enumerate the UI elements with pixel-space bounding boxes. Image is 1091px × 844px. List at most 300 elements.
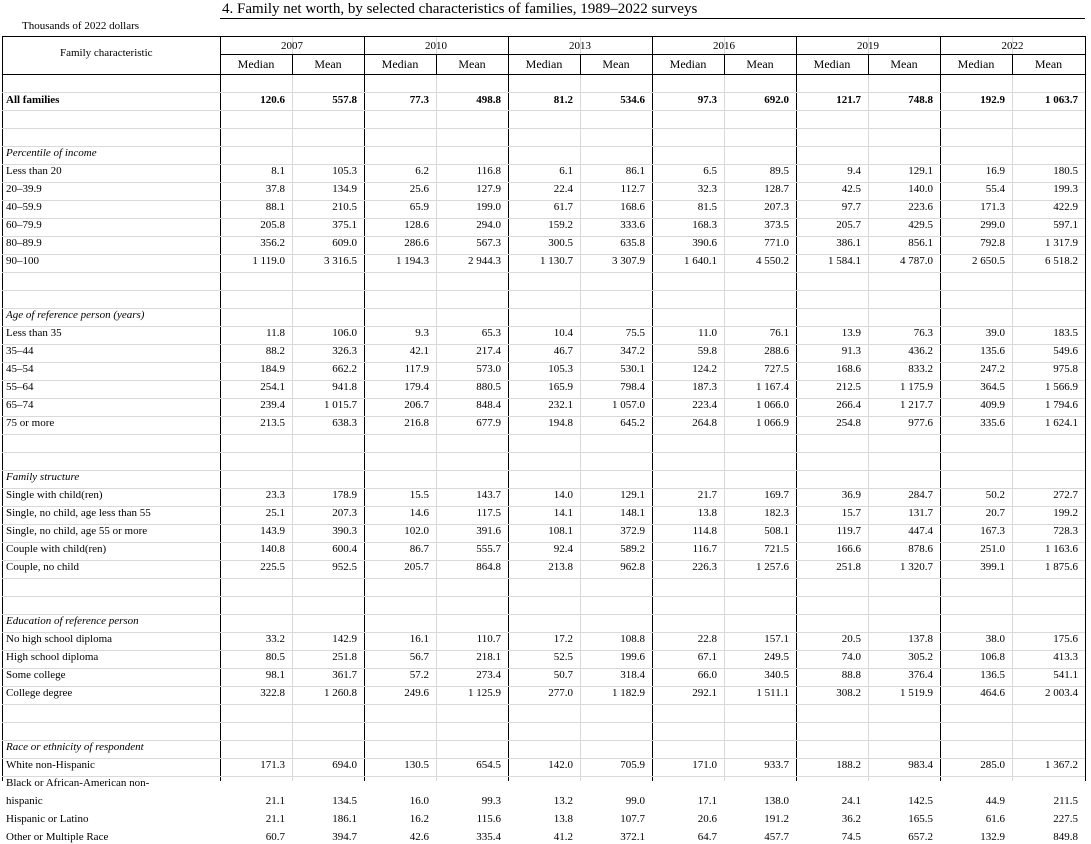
table-cell: 112.7 (620, 183, 645, 195)
table-cell: 199.2 (1053, 507, 1078, 519)
table-cell: 457.7 (764, 831, 789, 843)
row-label: 80–89.9 (6, 237, 42, 249)
table-cell: 205.7 (404, 561, 429, 573)
table-cell: 179.4 (404, 381, 429, 393)
table-cell: 59.8 (697, 345, 717, 357)
table-cell: 1 260.8 (324, 687, 357, 699)
table-cell: 50.2 (985, 489, 1005, 501)
grid-hline (2, 704, 1085, 705)
table-cell: 1 194.3 (396, 255, 429, 267)
table-cell: 372.1 (620, 831, 645, 843)
grid-hline (2, 722, 1085, 723)
median-header: Median (957, 57, 995, 71)
table-cell: 21.1 (265, 795, 285, 807)
table-cell: 168.3 (692, 219, 717, 231)
row-label: 20–39.9 (6, 183, 42, 195)
table-cell: 16.9 (985, 165, 1005, 177)
table-cell: 36.9 (841, 489, 861, 501)
table-cell: 277.0 (548, 687, 573, 699)
mean-header: Mean (458, 57, 486, 71)
table-cell: 106.0 (332, 327, 357, 339)
row-label: 90–100 (6, 255, 39, 267)
table-cell: 692.0 (764, 94, 789, 106)
mean-header: Mean (314, 57, 342, 71)
row-label: College degree (6, 687, 73, 699)
table-cell: 6.2 (415, 165, 429, 177)
median-header: Median (813, 57, 851, 71)
table-cell: 168.6 (836, 363, 861, 375)
left-border (2, 36, 3, 781)
table-cell: 74.0 (841, 651, 861, 663)
table-cell: 654.5 (476, 759, 501, 771)
table-cell: 864.8 (476, 561, 501, 573)
table-cell: 10.4 (553, 327, 573, 339)
table-cell: 856.1 (908, 237, 933, 249)
year-header-2007: 2007 (281, 40, 303, 52)
table-cell: 76.3 (913, 327, 933, 339)
table-cell: 498.8 (476, 94, 501, 106)
table-cell: 941.8 (332, 381, 357, 393)
table-cell: 89.5 (769, 165, 789, 177)
table-cell: 148.1 (620, 507, 645, 519)
table-cell: 76.1 (769, 327, 789, 339)
table-cell: 108.8 (620, 633, 645, 645)
table-cell: 1 130.7 (540, 255, 573, 267)
grid-hline (2, 146, 1085, 147)
table-cell: 251.0 (980, 543, 1005, 555)
grid-hline (2, 470, 1085, 471)
table-cell: 81.2 (553, 94, 573, 106)
table-cell: 218.1 (476, 651, 501, 663)
year-header-2016: 2016 (713, 40, 735, 52)
table-cell: 600.4 (332, 543, 357, 555)
table-cell: 119.7 (836, 525, 861, 537)
table-cell: 13.8 (553, 813, 573, 825)
table-cell: 44.9 (985, 795, 1005, 807)
table-cell: 64.7 (697, 831, 717, 843)
table-cell: 977.6 (908, 417, 933, 429)
table-cell: 33.2 (265, 633, 285, 645)
table-cell: 1 875.6 (1045, 561, 1078, 573)
table-cell: 541.1 (1053, 669, 1078, 681)
table-cell: 180.5 (1053, 165, 1078, 177)
section-title: Family structure (6, 471, 80, 483)
table-cell: 1 015.7 (324, 399, 357, 411)
table-cell: 4 550.2 (756, 255, 789, 267)
table-cell: 694.0 (332, 759, 357, 771)
row-label: Hispanic or Latino (6, 813, 89, 825)
section-title: Race or ethnicity of respondent (6, 741, 144, 753)
grid-vline (1012, 36, 1013, 781)
table-cell: 6.5 (703, 165, 717, 177)
table-cell: 140.8 (260, 543, 285, 555)
table-cell: 11.0 (698, 327, 717, 339)
table-cell: 212.5 (836, 381, 861, 393)
grid-hline (2, 596, 1085, 597)
table-cell: 1 057.0 (612, 399, 645, 411)
year-separator (220, 36, 221, 781)
table-cell: 167.3 (980, 525, 1005, 537)
table-cell: 305.2 (908, 651, 933, 663)
header-bottom (2, 74, 1085, 75)
table-cell: 25.6 (409, 183, 429, 195)
table-cell: 609.0 (332, 237, 357, 249)
table-cell: 102.0 (404, 525, 429, 537)
table-cell: 66.0 (697, 669, 717, 681)
table-cell: 128.7 (764, 183, 789, 195)
table-cell: 657.2 (908, 831, 933, 843)
table-cell: 3 307.9 (612, 255, 645, 267)
table-cell: 107.7 (620, 813, 645, 825)
table-cell: 117.5 (476, 507, 501, 519)
table-cell: 8.1 (271, 165, 285, 177)
table-cell: 142.9 (332, 633, 357, 645)
table-cell: 60.7 (265, 831, 285, 843)
table-cell: 32.3 (697, 183, 717, 195)
table-cell: 391.6 (476, 525, 501, 537)
table-cell: 292.1 (692, 687, 717, 699)
table-cell: 1 163.6 (1045, 543, 1078, 555)
table-cell: 16.2 (409, 813, 429, 825)
table-cell: 589.2 (620, 543, 645, 555)
table-cell: 1 182.9 (612, 687, 645, 699)
table-title: 4. Family net worth, by selected characteristics of families, 1989–2022 surveys (222, 1, 698, 17)
row-label: hispanic (6, 795, 43, 807)
table-cell: 6.1 (559, 165, 573, 177)
table-cell: 952.5 (332, 561, 357, 573)
table-cell: 728.3 (1053, 525, 1078, 537)
row-label-all-families: All families (6, 94, 60, 106)
table-cell: 61.7 (553, 201, 573, 213)
grid-hline (2, 434, 1085, 435)
table-cell: 65.9 (409, 201, 429, 213)
mean-header: Mean (1034, 57, 1063, 71)
table-cell: 99.0 (625, 795, 645, 807)
table-cell: 130.5 (404, 759, 429, 771)
title-bottom (220, 18, 1085, 19)
row-label: Black or African-American non- (6, 777, 150, 789)
table-cell: 848.4 (476, 399, 501, 411)
table-cell: 20.7 (985, 507, 1005, 519)
row-label: 65–74 (6, 399, 34, 411)
row-label: 40–59.9 (6, 201, 42, 213)
table-cell: 175.6 (1053, 633, 1078, 645)
table-cell: 117.9 (404, 363, 429, 375)
table-cell: 137.8 (908, 633, 933, 645)
table-cell: 394.7 (332, 831, 357, 843)
table-cell: 55.4 (985, 183, 1005, 195)
table-cell: 207.3 (332, 507, 357, 519)
table-cell: 372.9 (620, 525, 645, 537)
year-separator (508, 36, 509, 781)
table-cell: 41.2 (553, 831, 573, 843)
table-cell: 42.1 (409, 345, 429, 357)
table-cell: 184.9 (260, 363, 285, 375)
table-cell: 983.4 (908, 759, 933, 771)
table-cell: 573.0 (476, 363, 501, 375)
table-cell: 143.9 (260, 525, 285, 537)
table-cell: 213.5 (260, 417, 285, 429)
table-cell: 166.6 (836, 543, 861, 555)
units-label: Thousands of 2022 dollars (22, 20, 140, 32)
table-cell: 131.7 (908, 507, 933, 519)
median-header: Median (525, 57, 563, 71)
table-cell: 1 217.7 (900, 399, 933, 411)
table-cell: 75.5 (625, 327, 645, 339)
table-cell: 134.5 (332, 795, 357, 807)
table-cell: 318.4 (620, 669, 645, 681)
table-cell: 557.8 (332, 94, 357, 106)
table-cell: 171.3 (980, 201, 1005, 213)
table-cell: 9.3 (415, 327, 429, 339)
table-cell: 251.8 (332, 651, 357, 663)
table-cell: 284.7 (908, 489, 933, 501)
row-label: Single, no child, age 55 or more (6, 525, 148, 537)
table-cell: 1 063.7 (1045, 94, 1078, 106)
table-cell: 120.6 (260, 94, 285, 106)
year-separator (652, 36, 653, 781)
table-cell: 165.9 (548, 381, 573, 393)
table-cell: 247.2 (980, 363, 1005, 375)
table-cell: 933.7 (764, 759, 789, 771)
table-cell: 1 175.9 (900, 381, 933, 393)
table-cell: 15.7 (841, 507, 861, 519)
table-cell: 199.6 (620, 651, 645, 663)
table-cell: 429.5 (908, 219, 933, 231)
table-cell: 192.9 (980, 94, 1005, 106)
table-cell: 226.3 (692, 561, 717, 573)
table-cell: 37.8 (265, 183, 285, 195)
table-cell: 597.1 (1053, 219, 1078, 231)
table-cell: 57.2 (409, 669, 429, 681)
table-cell: 1 125.9 (468, 687, 501, 699)
table-cell: 116.8 (476, 165, 501, 177)
table-cell: 186.1 (332, 813, 357, 825)
table-cell: 74.5 (841, 831, 861, 843)
table-cell: 1 511.1 (756, 687, 789, 699)
grid-hline (2, 128, 1085, 129)
row-label: 35–44 (6, 345, 34, 357)
table-cell: 20.5 (841, 633, 861, 645)
table-cell: 52.5 (553, 651, 573, 663)
table-cell: 880.5 (476, 381, 501, 393)
table-cell: 36.2 (841, 813, 861, 825)
table-cell: 56.7 (409, 651, 429, 663)
table-cell: 1 119.0 (252, 255, 285, 267)
table-cell: 662.2 (332, 363, 357, 375)
year-separator (796, 36, 797, 781)
grid-hline (2, 614, 1085, 615)
table-cell: 105.3 (332, 165, 357, 177)
mean-header: Mean (602, 57, 630, 71)
table-cell: 376.4 (908, 669, 933, 681)
table-cell: 308.2 (836, 687, 861, 699)
table-cell: 322.8 (260, 687, 285, 699)
table-cell: 335.4 (476, 831, 501, 843)
table-cell: 3 316.5 (324, 255, 357, 267)
table-cell: 1 794.6 (1045, 399, 1078, 411)
row-label: 75 or more (6, 417, 55, 429)
grid-hline (2, 290, 1085, 291)
table-cell: 635.8 (620, 237, 645, 249)
table-cell: 333.6 (620, 219, 645, 231)
table-cell: 157.1 (764, 633, 789, 645)
table-cell: 1 624.1 (1045, 417, 1078, 429)
table-cell: 135.6 (980, 345, 1005, 357)
table-cell: 17.2 (553, 633, 573, 645)
table-cell: 182.3 (764, 507, 789, 519)
table-cell: 1 584.1 (828, 255, 861, 267)
table-cell: 97.7 (841, 201, 861, 213)
median-header: Median (669, 57, 707, 71)
table-cell: 106.8 (980, 651, 1005, 663)
table-cell: 67.1 (697, 651, 717, 663)
table-cell: 124.2 (692, 363, 717, 375)
table-cell: 227.5 (1053, 813, 1078, 825)
section-title: Age of reference person (years) (6, 309, 145, 321)
row-label: White non-Hispanic (6, 759, 95, 771)
table-cell: 705.9 (620, 759, 645, 771)
table-cell: 88.2 (265, 345, 285, 357)
table-cell: 24.1 (841, 795, 861, 807)
year-header-2013: 2013 (569, 40, 591, 52)
table-cell: 136.5 (980, 669, 1005, 681)
table-cell: 390.3 (332, 525, 357, 537)
table-cell: 223.6 (908, 201, 933, 213)
table-cell: 771.0 (764, 237, 789, 249)
grid-hline (2, 740, 1085, 741)
year-separator (940, 36, 941, 781)
table-cell: 129.1 (908, 165, 933, 177)
table-cell: 98.1 (265, 669, 285, 681)
table-cell: 42.6 (409, 831, 429, 843)
grid-vline (580, 36, 581, 781)
table-cell: 115.6 (476, 813, 501, 825)
table-cell: 191.2 (764, 813, 789, 825)
table-cell: 833.2 (908, 363, 933, 375)
header-top (2, 36, 1085, 37)
grid-vline (292, 36, 293, 781)
table-cell: 266.4 (836, 399, 861, 411)
table-cell: 194.8 (548, 417, 573, 429)
grid-hline (2, 776, 1085, 777)
table-cell: 23.3 (265, 489, 285, 501)
table-cell: 14.6 (409, 507, 429, 519)
table-cell: 285.0 (980, 759, 1005, 771)
table-cell: 288.6 (764, 345, 789, 357)
table-cell: 77.3 (409, 94, 429, 106)
table-cell: 143.7 (476, 489, 501, 501)
table-cell: 16.0 (409, 795, 429, 807)
table-cell: 390.6 (692, 237, 717, 249)
row-label: Couple, no child (6, 561, 80, 573)
table-cell: 21.7 (697, 489, 717, 501)
table-cell: 299.0 (980, 219, 1005, 231)
table-cell: 213.8 (548, 561, 573, 573)
table-cell: 199.3 (1053, 183, 1078, 195)
row-label: Single with child(ren) (6, 489, 103, 501)
table-cell: 80.5 (265, 651, 285, 663)
table-cell: 249.5 (764, 651, 789, 663)
grid-hline (2, 578, 1085, 579)
grid-hline (2, 110, 1085, 111)
table-cell: 375.1 (332, 219, 357, 231)
table-cell: 22.4 (553, 183, 573, 195)
table-cell: 1 066.0 (756, 399, 789, 411)
table-cell: 409.9 (980, 399, 1005, 411)
row-label: 60–79.9 (6, 219, 42, 231)
table-cell: 1 320.7 (900, 561, 933, 573)
table-cell: 88.8 (841, 669, 861, 681)
table-cell: 251.8 (836, 561, 861, 573)
table-cell: 264.8 (692, 417, 717, 429)
row-label: Less than 35 (6, 327, 62, 339)
table-cell: 21.1 (265, 813, 285, 825)
table-cell: 878.6 (908, 543, 933, 555)
table-cell: 300.5 (548, 237, 573, 249)
table-cell: 199.0 (476, 201, 501, 213)
table-cell: 254.8 (836, 417, 861, 429)
table-cell: 792.8 (980, 237, 1005, 249)
table-cell: 127.9 (476, 183, 501, 195)
table-cell: 2 944.3 (468, 255, 501, 267)
table-cell: 975.8 (1053, 363, 1078, 375)
table-cell: 114.8 (692, 525, 717, 537)
table-cell: 205.8 (260, 219, 285, 231)
table-cell: 142.5 (908, 795, 933, 807)
table-cell: 534.6 (620, 94, 645, 106)
table-cell: 128.6 (404, 219, 429, 231)
table-cell: 1 257.6 (756, 561, 789, 573)
table-cell: 129.1 (620, 489, 645, 501)
table-cell: 1 317.9 (1045, 237, 1078, 249)
table-cell: 39.0 (985, 327, 1005, 339)
table-cell: 748.8 (908, 94, 933, 106)
table-cell: 1 066.9 (756, 417, 789, 429)
row-label: 55–64 (6, 381, 34, 393)
table-cell: 14.0 (553, 489, 573, 501)
row-label: Some college (6, 669, 66, 681)
table-cell: 364.5 (980, 381, 1005, 393)
table-cell: 721.5 (764, 543, 789, 555)
table-cell: 555.7 (476, 543, 501, 555)
year-header-2010: 2010 (425, 40, 447, 52)
table-cell: 206.7 (404, 399, 429, 411)
table-cell: 108.1 (548, 525, 573, 537)
table-cell: 4 787.0 (900, 255, 933, 267)
table-cell: 399.1 (980, 561, 1005, 573)
table-cell: 798.4 (620, 381, 645, 393)
table-cell: 361.7 (332, 669, 357, 681)
table-cell: 121.7 (836, 94, 861, 106)
table-cell: 207.3 (764, 201, 789, 213)
table-cell: 727.5 (764, 363, 789, 375)
table-cell: 188.2 (836, 759, 861, 771)
table-cell: 347.2 (620, 345, 645, 357)
row-label: Less than 20 (6, 165, 62, 177)
table-cell: 9.4 (847, 165, 861, 177)
table-cell: 326.3 (332, 345, 357, 357)
grid-vline (868, 36, 869, 781)
table-cell: 17.1 (697, 795, 717, 807)
table-cell: 187.3 (692, 381, 717, 393)
table-cell: 232.1 (548, 399, 573, 411)
section-title: Percentile of income (6, 147, 97, 159)
table-cell: 436.2 (908, 345, 933, 357)
year-under (220, 54, 1085, 55)
table-cell: 335.6 (980, 417, 1005, 429)
table-cell: 356.2 (260, 237, 285, 249)
